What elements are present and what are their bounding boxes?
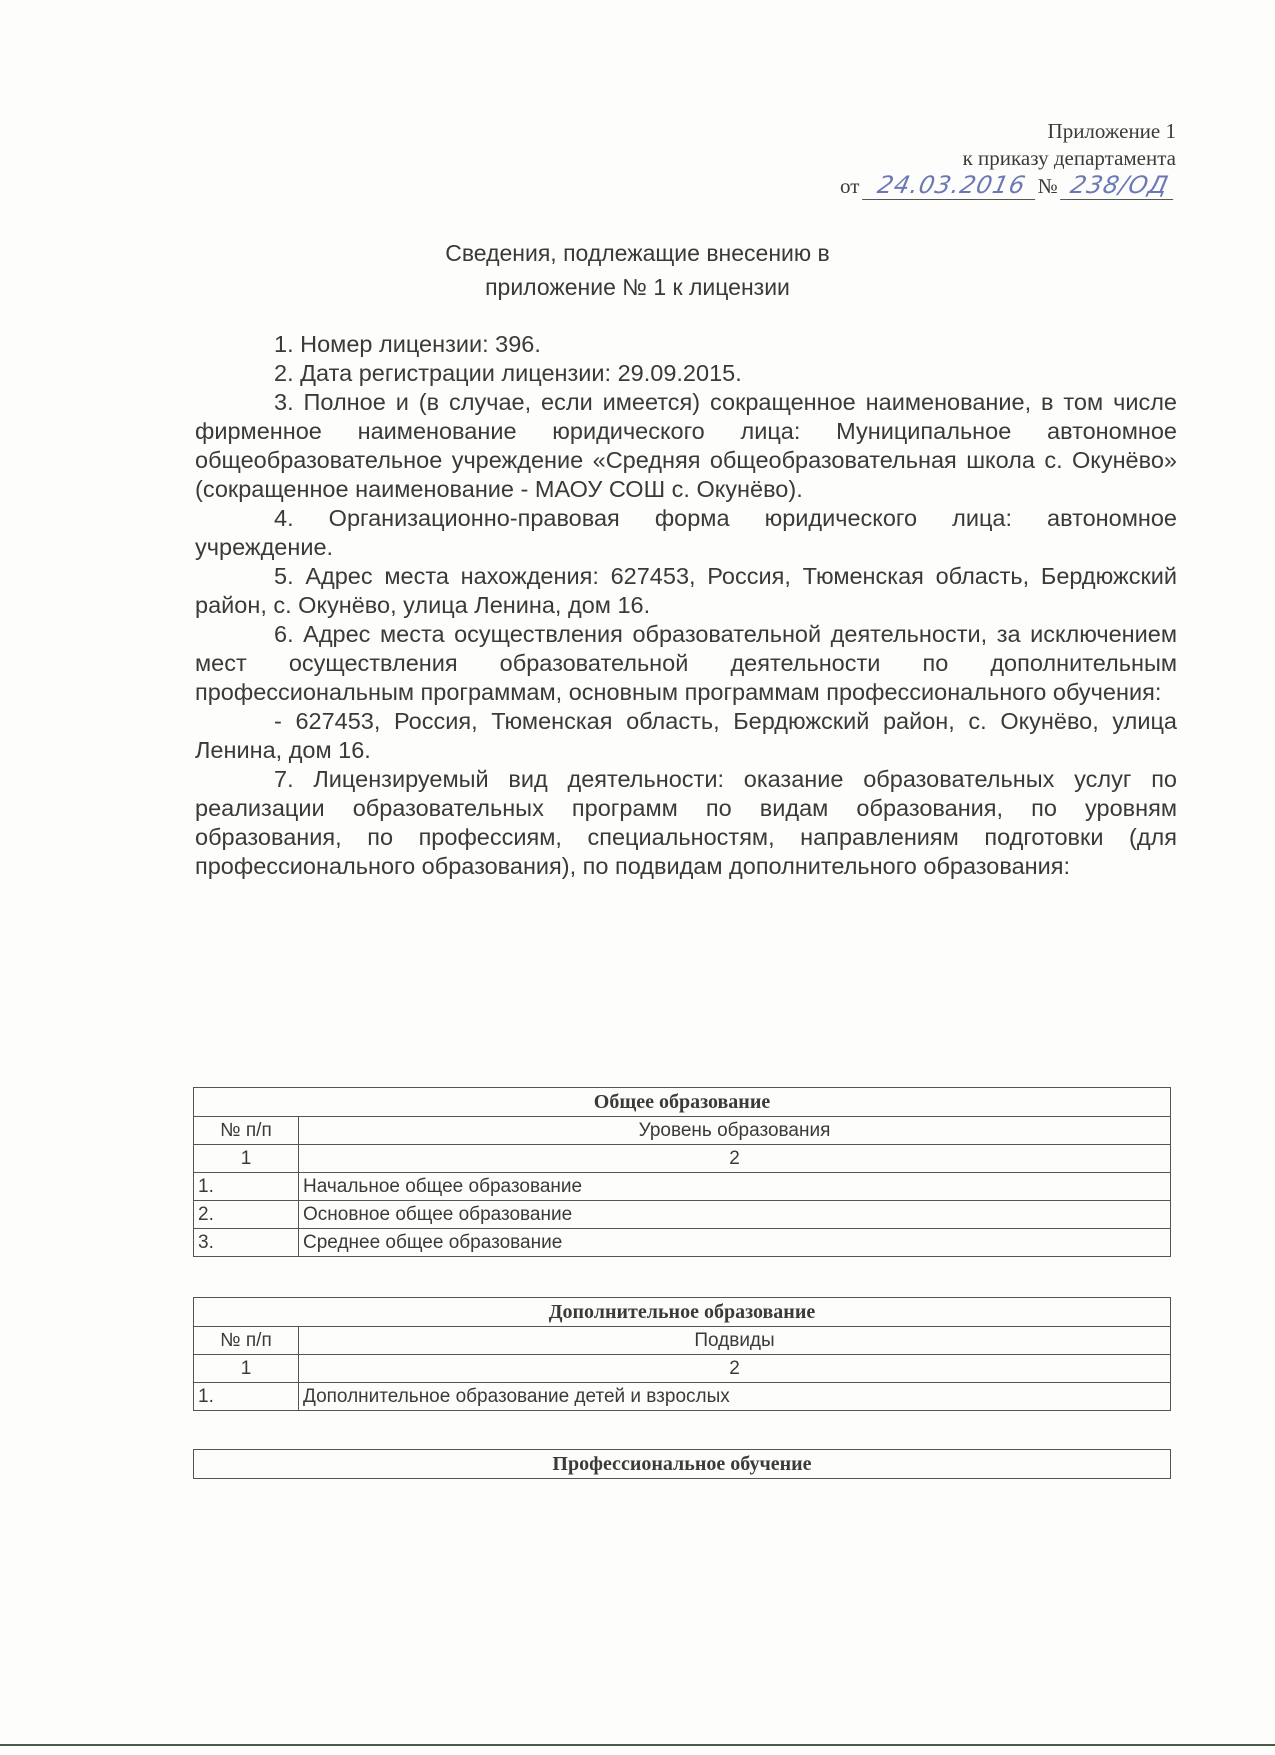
document-title	[0, 236, 1275, 304]
row-text: Основное общее образование	[299, 1201, 1171, 1229]
column-index-2: 2	[299, 1145, 1171, 1173]
column-index-2: 2	[299, 1355, 1171, 1383]
table-row	[194, 1201, 1171, 1229]
table-row	[194, 1383, 1171, 1411]
table-heading: Профессиональное обучение	[194, 1450, 1171, 1479]
paragraph-5: 5. Адрес места нахождения: 627453, Россия, Тюменская область, Бердюжский район, с. Окунёво, улица Ленина, дом 16.	[195, 563, 1177, 618]
row-number: 1.	[194, 1383, 299, 1411]
row-text: Среднее общее образование	[299, 1229, 1171, 1257]
row-number: 3.	[194, 1229, 299, 1257]
paragraph-3: 3. Полное и (в случае, если имеется) сокращенное наименование, в том числе фирменное наименование юридического лица: Муниципальное автономное общеобразовательное учреждение «Средняя общеобразовательная школа с. Окунёво» (сокращенное наименование - МАОУ СОШ с. Окунёво).	[195, 389, 1177, 502]
row-number: 2.	[194, 1201, 299, 1229]
column-index-1: 1	[194, 1355, 299, 1383]
paragraph-6: 6. Адрес места осуществления образовательной деятельности, за исключением мест осуществления образовательной деятельности по дополнительным профессиональным программам, основным программам профессионального обучения:	[195, 621, 1177, 705]
appendix-line-2: к приказу департамента	[962, 146, 1176, 170]
column-header-number: № п/п	[194, 1327, 299, 1355]
date-prefix: от	[840, 174, 860, 198]
column-header-number: № п/п	[194, 1117, 299, 1145]
table-row	[194, 1229, 1171, 1257]
row-text: Дополнительное образование детей и взрослых	[299, 1383, 1171, 1411]
table-heading: Общее образование	[194, 1088, 1171, 1117]
title-line-1: Сведения, подлежащие внесению в	[445, 240, 830, 266]
paragraph-4: 4. Организационно-правовая форма юридического лица: автономное учреждение.	[195, 505, 1177, 560]
appendix-block	[840, 118, 1176, 200]
paragraph-7: 7. Лицензируемый вид деятельности: оказание образовательных услуг по реализации образовательных программ по видам образования, по уровням образования, по профессиям, специальностям, направлениям подготовки (для профессионального образования), по подвидам дополнительного образования:	[195, 766, 1177, 879]
column-index-1: 1	[194, 1145, 299, 1173]
paragraph-2: 2. Дата регистрации лицензии: 29.09.2015.	[274, 360, 742, 386]
paragraph-6-address: - 627453, Россия, Тюменская область, Бердюжский район, с. Окунёво, улица Ленина, дом 16.	[195, 708, 1177, 763]
professional-training-table	[193, 1449, 1171, 1479]
row-number: 1.	[194, 1173, 299, 1201]
handwritten-order-number: 238/ОД	[1060, 172, 1179, 200]
handwritten-date: 24.03.2016	[862, 172, 1041, 200]
order-date-line	[840, 172, 1176, 200]
page-bottom-edge	[0, 1744, 1275, 1746]
table-row	[194, 1173, 1171, 1201]
paragraph-1: 1. Номер лицензии: 396.	[274, 331, 541, 357]
appendix-line-1: Приложение 1	[1047, 119, 1176, 143]
title-line-2: приложение № 1 к лицензии	[485, 274, 790, 300]
column-header-subtype: Подвиды	[299, 1327, 1171, 1355]
general-education-table	[193, 1087, 1171, 1257]
row-text: Начальное общее образование	[299, 1173, 1171, 1201]
additional-education-table	[193, 1297, 1171, 1411]
column-header-level: Уровень образования	[299, 1117, 1171, 1145]
document-body	[195, 330, 1177, 881]
number-sign: №	[1037, 174, 1058, 198]
table-heading: Дополнительное образование	[194, 1298, 1171, 1327]
